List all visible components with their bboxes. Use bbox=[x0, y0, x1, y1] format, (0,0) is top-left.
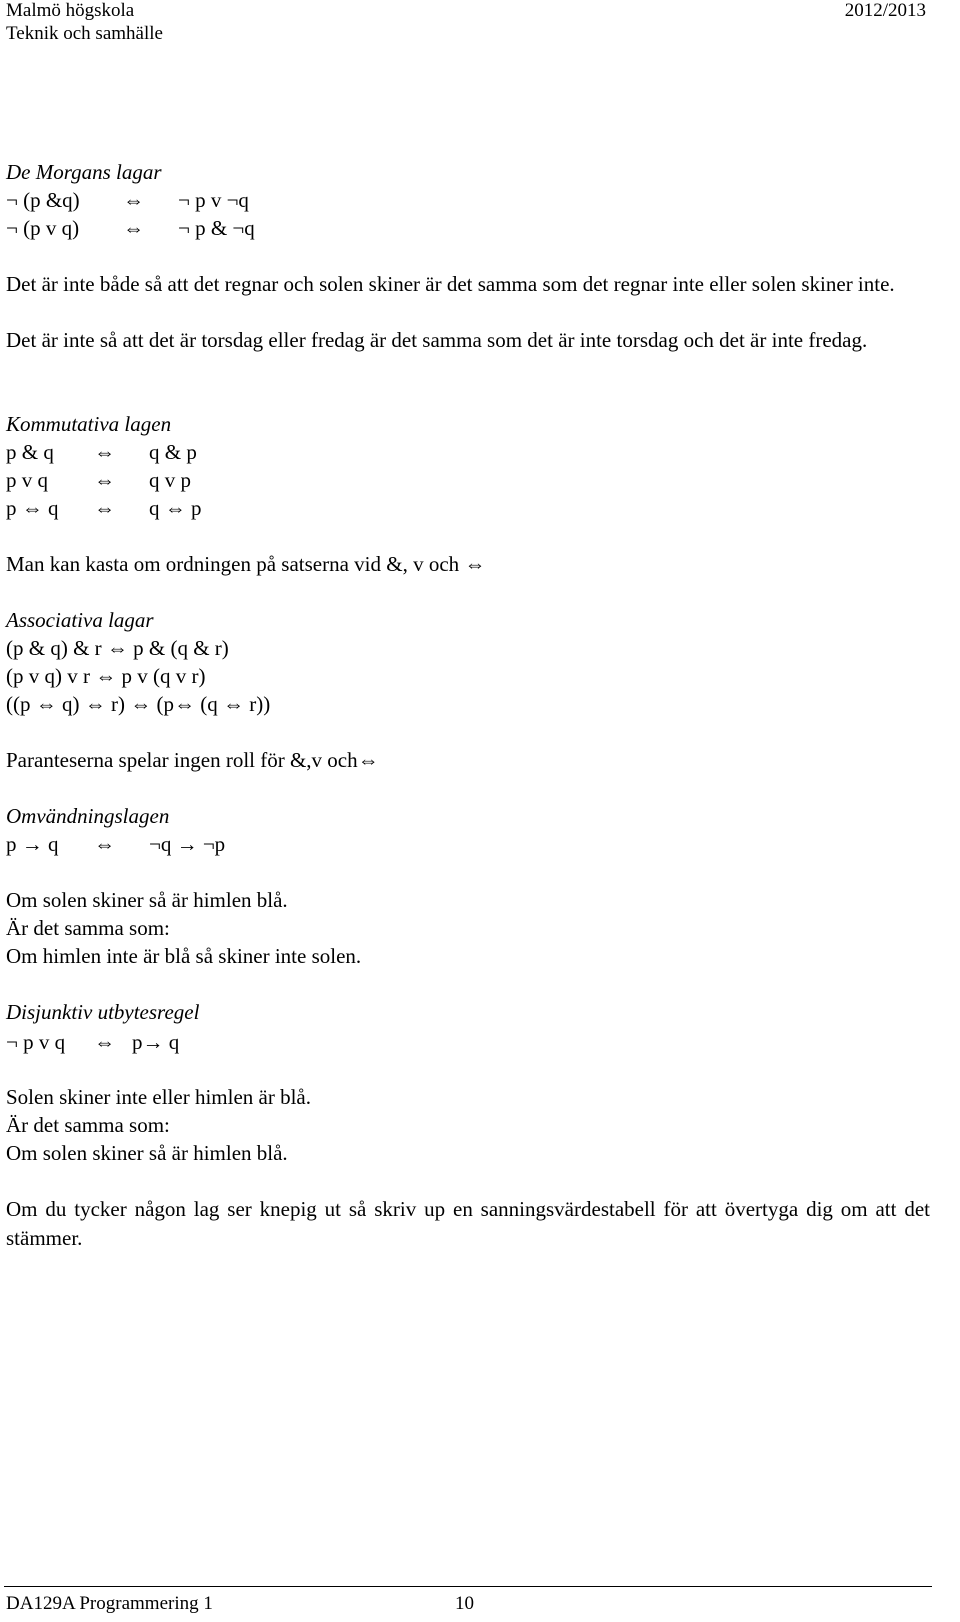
formula-left: ¬ (p v q) bbox=[6, 216, 80, 240]
equivalence-symbol: ⇔ bbox=[94, 468, 115, 492]
equivalence-symbol: ⇔ bbox=[123, 216, 144, 240]
disjunktiv-line-1: Solen skiner inte eller himlen är blå. bbox=[6, 1085, 311, 1109]
header-department: Teknik och samhälle bbox=[6, 23, 163, 44]
omvandning-line-1: Om solen skiner så är himlen blå. bbox=[6, 888, 288, 912]
disjunktiv-line-3: Om solen skiner så är himlen blå. bbox=[6, 1141, 288, 1165]
equivalence-symbol: ⇔ bbox=[123, 188, 144, 212]
footer-rule bbox=[4, 1586, 932, 1587]
formula-right: p→ q bbox=[132, 1030, 180, 1054]
kommutativa-note: Man kan kasta om ordningen på satserna vid &, v och ⇔ bbox=[6, 552, 486, 576]
formula-right: ¬q → ¬p bbox=[149, 832, 226, 856]
section-title-demorgan: De Morgans lagar bbox=[6, 160, 162, 184]
equivalence-symbol: ⇔ bbox=[94, 496, 115, 520]
formula-left: p → q bbox=[6, 832, 59, 856]
omvandning-line-2: Är det samma som: bbox=[6, 916, 170, 940]
omvandning-line-3: Om himlen inte är blå så skiner inte solen. bbox=[6, 944, 362, 968]
formula-left: p ⇔ q bbox=[6, 496, 59, 520]
formula-right: ¬ p & ¬q bbox=[178, 216, 255, 240]
formula-right: q ⇔ p bbox=[149, 496, 202, 520]
formula-left: p v q bbox=[6, 468, 48, 492]
formula-left: p & q bbox=[6, 440, 54, 464]
formula-left: ¬ (p &q) bbox=[6, 188, 80, 212]
associativa-row-3: ((p ⇔ q) ⇔ r) ⇔ (p⇔ (q ⇔ r)) bbox=[6, 692, 271, 716]
disjunktiv-line-2: Är det samma som: bbox=[6, 1113, 170, 1137]
header-school: Malmö högskola bbox=[6, 0, 135, 21]
equivalence-symbol: ⇔ bbox=[94, 832, 115, 856]
demorgan-example-2: Det är inte så att det är torsdag eller fredag är det samma som det är inte torsdag och det är inte fredag. bbox=[6, 328, 868, 352]
associativa-row-1: (p & q) & r ⇔ p & (q & r) bbox=[6, 636, 229, 660]
demorgan-example-1: Det är inte både så att det regnar och solen skiner är det samma som det regnar inte eller solen skiner inte. bbox=[6, 272, 895, 296]
header-year: 2012/2013 bbox=[844, 0, 926, 21]
associativa-row-2: (p v q) v r ⇔ p v (q v r) bbox=[6, 664, 206, 688]
equivalence-symbol: ⇔ bbox=[94, 440, 115, 464]
section-title-disjunktiv: Disjunktiv utbytesregel bbox=[6, 1000, 200, 1024]
section-title-kommutativa: Kommutativa lagen bbox=[6, 412, 172, 436]
formula-right: q v p bbox=[149, 468, 191, 492]
equivalence-symbol: ⇔ bbox=[94, 1030, 115, 1054]
formula-right: q & p bbox=[149, 440, 197, 464]
closing-paragraph: Om du tycker någon lag ser knepig ut så skriv up en sanningsvärdestabell för att övertyga dig om att det stämmer. bbox=[6, 1197, 930, 1250]
section-title-associativa: Associativa lagar bbox=[6, 608, 154, 632]
formula-right: ¬ p v ¬q bbox=[178, 188, 249, 212]
footer-course: DA129A Programmering 1 bbox=[6, 1593, 213, 1614]
section-title-omvandning: Omvändningslagen bbox=[6, 804, 170, 828]
associativa-note: Paranteserna spelar ingen roll för &,v och⇔ bbox=[6, 748, 379, 772]
formula-left: ¬ p v q bbox=[6, 1030, 66, 1054]
footer-page-number: 10 bbox=[455, 1593, 474, 1614]
